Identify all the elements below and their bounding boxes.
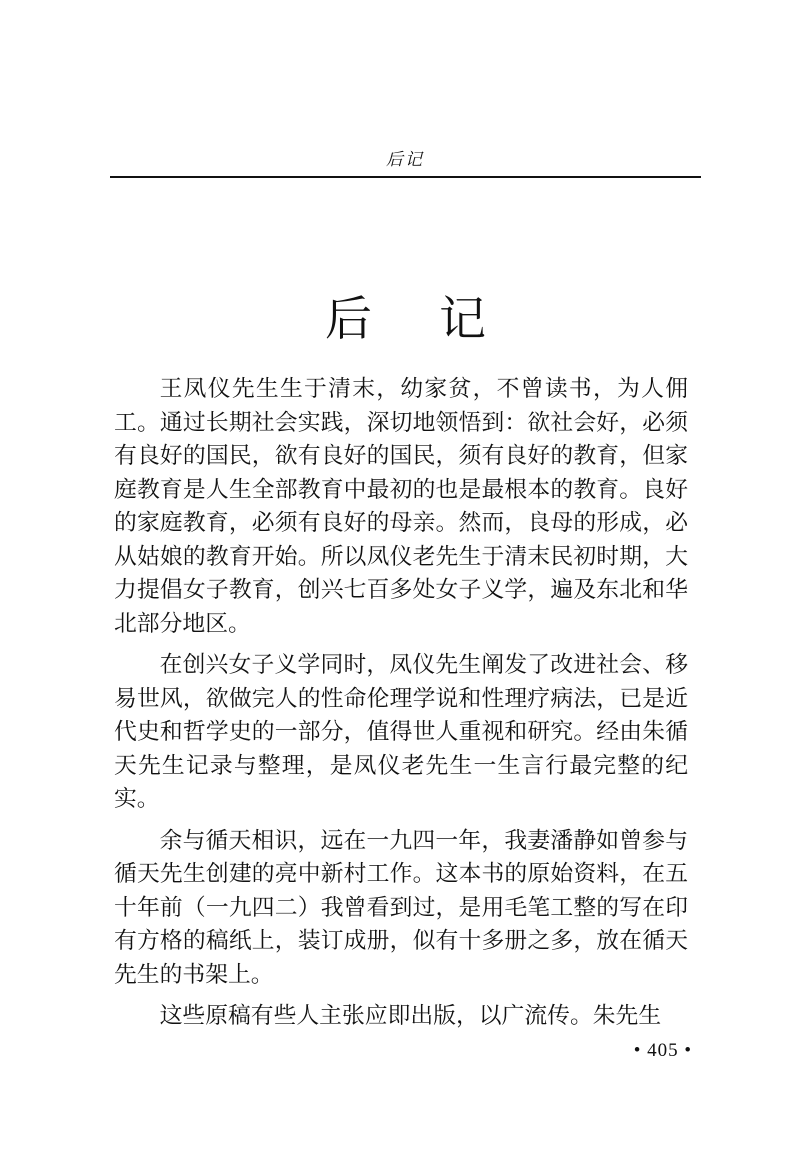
header-rule [110, 176, 701, 178]
paragraph-3: 余与循天相识，远在一九四一年，我妻潘静如曾参与循天先生创建的亮中新村工作。这本书的原始资料，在五十年前（一九四二）我曾看到过，是用毛笔工整的写在印有方格的稿纸上，装订成册，似有十多册之多，放在循天先生的书架上。 [114, 827, 688, 988]
body-text [114, 373, 688, 1042]
paragraph-2: 在创兴女子义学同时，凤仪先生阐发了改进社会、移易世风，欲做完人的性命伦理学说和性理疗病法，已是近代史和哲学史的一部分，值得世人重视和研究。经由朱循天先生记录与整理，是凤仪老先生一生言行最完整的纪实。 [114, 652, 688, 812]
paragraph-4: 这些原稿有些人主张应即出版，以广流传。朱先生 [159, 1003, 662, 1029]
page-number: • 405 • [633, 1040, 692, 1061]
running-header-title: 后记 [386, 150, 424, 170]
chapter-title: 后 记 [325, 292, 512, 347]
paragraph-1: 王凤仪先生生于清末，幼家贫，不曾读书，为人佣工。通过长期社会实践，深切地领悟到：欲社会好，必须有良好的国民，欲有良好的国民，须有良好的教育，但家庭教育是人生全部教育中最初的也是最根本的教育。良好的家庭教育，必须有良好的母亲。然而，良母的形成，必从姑娘的教育开始。所以凤仪老先生于清末民初时期，大力提倡女子教育，创兴七百多处女子义学，遍及东北和华北部分地区。 [114, 376, 688, 637]
